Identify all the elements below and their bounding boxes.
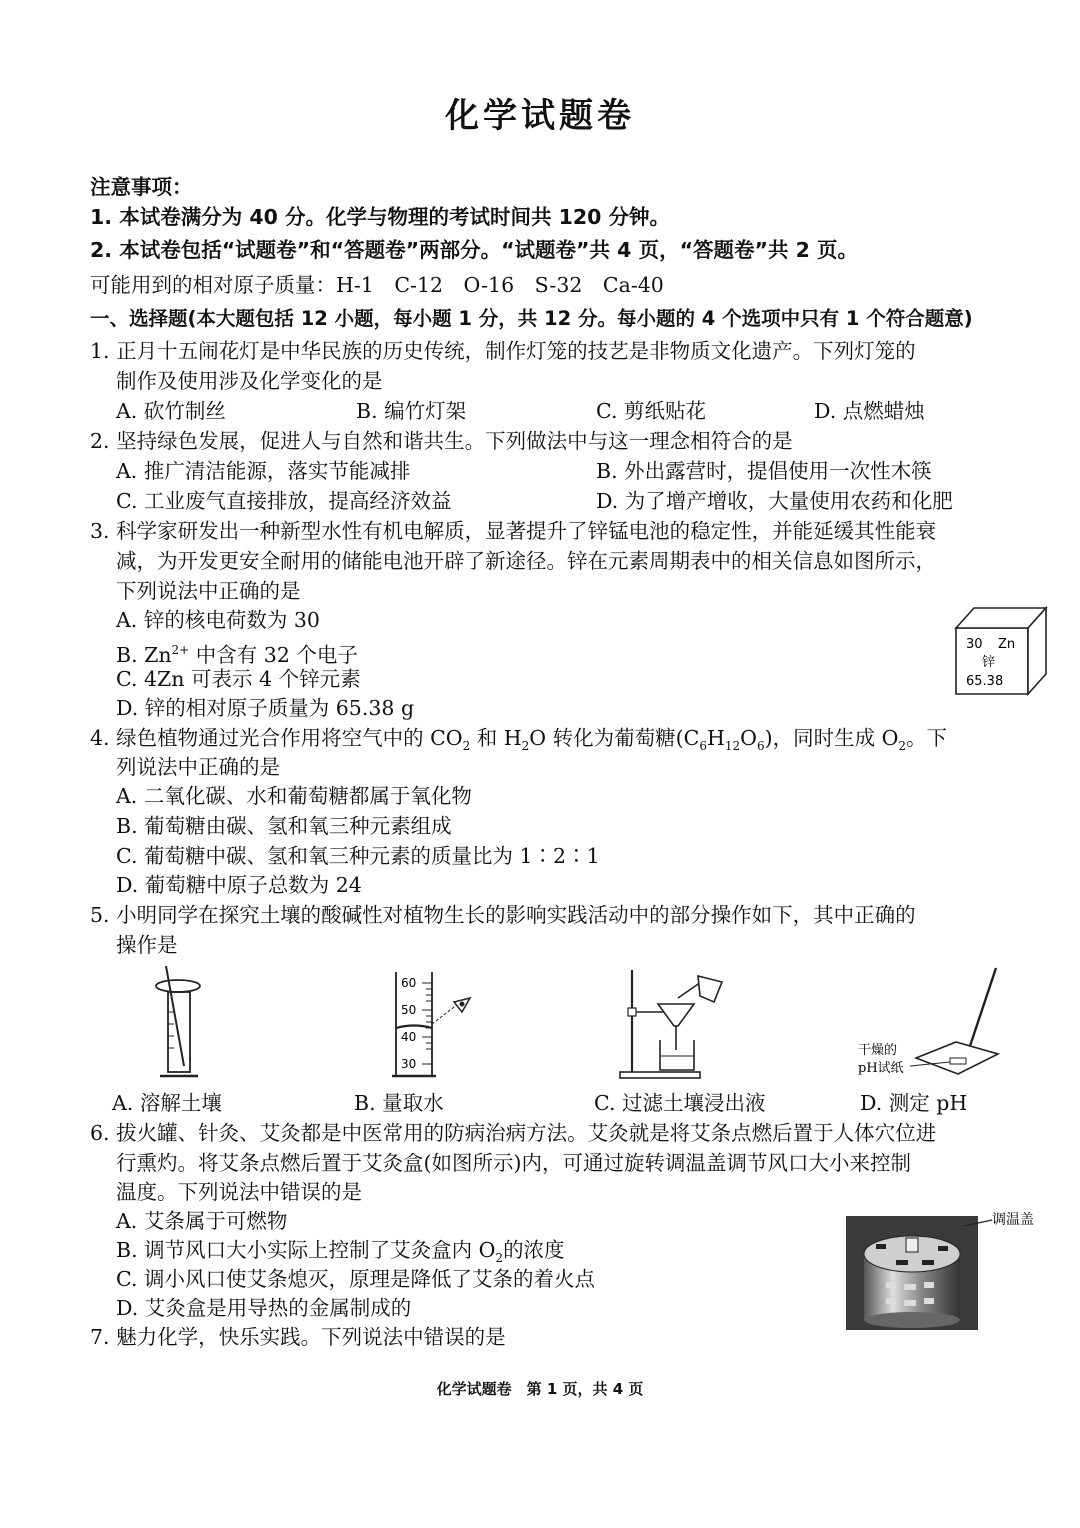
ph-test-figure [856,962,1006,1084]
q1-stem-cont: 制作及使用涉及化学变化的是 [116,369,383,393]
atomic-mass-line: 可能用到的相对原子质量：H-1 C-12 O-16 S-32 Ca-40 [90,273,664,297]
zinc-symbol: Zn [998,637,1016,652]
q3-option-b: B. $Zn^{2+}$ 中含有 32 个电子 [116,642,358,667]
q5-option-b: B. 量取水 [354,1091,444,1115]
tick-label: 50 [401,1003,417,1017]
dry-label: 干燥的 [858,1043,898,1058]
zinc-name: 锌 [982,655,996,670]
fig-label-cap: 调温盖 [992,1212,1034,1228]
q2-option-c: C. 工业废气直接排放，提高经济效益 [116,489,452,513]
q1-option-d: D. 点燃蜡烛 [814,399,925,423]
q4-option-a: A. 二氧化碳、水和葡萄糖都属于氧化物 [116,784,472,808]
q1-option-c: C. 剪纸贴花 [596,399,706,423]
q3-stem: 3. 科学家研发出一种新型水性有机电解质，显著提升了锌锰电池的稳定性，并能延缓其性能衰 [90,519,937,543]
dissolve-soil-figure [148,962,218,1084]
q5-option-c: C. 过滤土壤浸出液 [594,1091,766,1115]
zinc-element-figure [952,604,1048,696]
q3-option-a: A. 锌的核电荷数为 30 [116,608,320,632]
q6-option-c: C. 调小风口使艾条熄灭，原理是降低了艾条的着火点 [116,1267,595,1291]
moxibustion-box-figure [846,1204,1056,1332]
q4-option-d: D. 葡萄糖中原子总数为 24 [116,873,362,897]
q5-option-a: A. 溶解土壤 [112,1091,222,1115]
page-title: 化学试题卷 [445,96,635,136]
tick-label: 60 [401,976,417,990]
q1-stem: 1. 正月十五闹花灯是中华民族的历史传统，制作灯笼的技艺是非物质文化遗产。下列灯笼的 [90,339,916,363]
q6-stem: 6. 拔火罐、针灸、艾灸都是中医常用的防病治病方法。艾灸就是将艾条点燃后置于人体穴位进 [90,1121,937,1145]
note-1: 1. 本试卷满分为 40 分。化学与物理的考试时间共 120 分钟。 [90,205,671,229]
q2-option-a: A. 推广清洁能源，落实节能减排 [116,459,411,483]
q6-stem-cont2: 温度。下列说法中错误的是 [116,1180,362,1204]
q1-option-b: B. 编竹灯架 [356,399,467,423]
note-2: 2. 本试卷包括“试题卷”和“答题卷”两部分。“试题卷”共 4 页，“答题卷”共 2 页。 [90,238,859,262]
q3-option-c: C. 4Zn 可表示 4 个锌元素 [116,667,361,691]
section-heading: 一、选择题(本大题包括 12 小题，每小题 1 分，共 12 分。每小题的 4 个选项中只有 1 个符合题意) [90,307,973,330]
ph-paper-label: pH试纸 [858,1061,904,1076]
q3-stem-cont2: 下列说法中正确的是 [116,579,301,603]
measure-water-figure [388,962,488,1084]
q5-stem: 5. 小明同学在探究土壤的酸碱性对植物生长的影响实践活动中的部分操作如下，其中正确的 [90,903,916,927]
q4-stem: 4. 绿色植物通过光合作用将空气中的 $CO_2$ 和 $H_2O$ 转化为葡萄糖$(C_6H_{12}O_6)$，同时生成 $O_2$。下 [90,726,948,754]
q6-option-a: A. 艾条属于可燃物 [116,1209,288,1233]
q7-stem: 7. 魅力化学，快乐实践。下列说法中错误的是 [90,1325,506,1349]
q2-option-d: D. 为了增产增收，大量使用农药和化肥 [596,489,953,513]
notes-heading: 注意事项： [90,175,193,199]
zinc-mass: 65.38 [966,674,1004,689]
q6-option-d: D. 艾灸盒是用导热的金属制成的 [116,1296,412,1320]
q4-stem-cont: 列说法中正确的是 [116,755,280,779]
q5-stem-cont: 操作是 [116,933,178,957]
q3-stem-cont: 减，为开发更安全耐用的储能电池开辟了新途径。锌在元素周期表中的相关信息如图所示， [116,549,936,573]
q2-option-b: B. 外出露营时，提倡使用一次性木筷 [596,459,932,483]
zinc-atomic-number: 30 [966,637,983,652]
q1-option-a: A. 砍竹制丝 [116,399,226,423]
tick-label: 30 [401,1057,417,1071]
q4-option-b: B. 葡萄糖由碳、氢和氧三种元素组成 [116,814,452,838]
q5-option-d: D. 测定 pH [860,1091,968,1115]
q2-stem: 2. 坚持绿色发展，促进人与自然和谐共生。下列做法中与这一理念相符合的是 [90,429,793,453]
q4-option-c: C. 葡萄糖中碳、氢和氧三种元素的质量比为 1∶2∶1 [116,844,600,868]
filtration-figure [614,962,732,1084]
q3-option-d: D. 锌的相对原子质量为 65.38 g [116,696,415,720]
page-footer: 化学试题卷 第 1 页，共 4 页 [436,1380,644,1398]
tick-label: 40 [401,1030,417,1044]
q6-stem-cont: 行熏灼。将艾条点燃后置于艾灸盒(如图所示)内，可通过旋转调温盖调节风口大小来控制 [116,1151,911,1175]
q6-option-b: B. 调节风口大小实际上控制了艾灸盒内 $O_2$的浓度 [116,1238,565,1266]
